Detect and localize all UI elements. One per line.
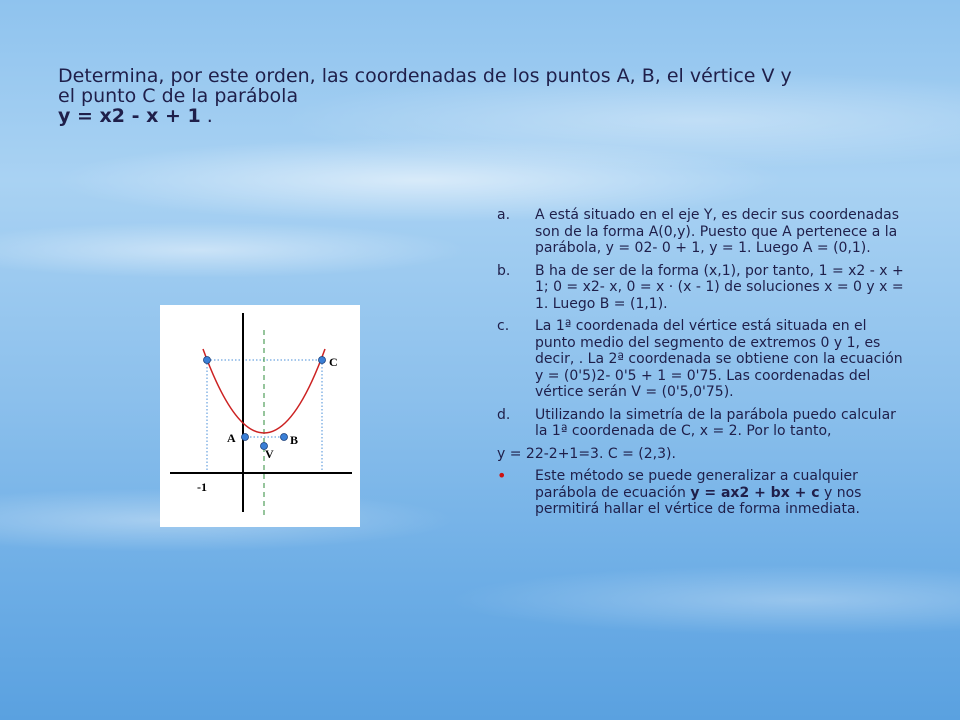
step-a-marker: a. — [497, 207, 511, 223]
step-b — [497, 263, 907, 313]
step-a-text: A está situado en el eje Y, es decir sus coordenadas son de la forma A(0,y). Puesto que A pertenece a la parábola, y = 02- 0 + 1, y = 1. Luego A = (0,1). — [535, 207, 899, 256]
label-minus-one: -1 — [197, 480, 207, 494]
point-B — [281, 434, 288, 441]
title-line-1: Determina, por este orden, las coordenadas de los puntos A, B, el vértice V y — [58, 65, 792, 87]
conclusion-formula: y = ax2 + bx + c — [690, 484, 820, 501]
label-V: V — [265, 447, 274, 461]
conclusion-post: y nos permitirá hallar el vértice de forma inmediata. — [535, 484, 862, 517]
step-d — [497, 407, 907, 440]
result-line: y = 22-2+1=3. C = (2,3). — [497, 445, 676, 462]
step-c-marker: c. — [497, 318, 510, 334]
step-d-text: Utilizando la simetría de la parábola puedo calcular la 1ª coordenada de C, x = 2. Por lo tanto, — [535, 406, 896, 439]
point-A — [242, 434, 249, 441]
parabola-graph-svg — [160, 305, 360, 527]
title-formula: y = x2 - x + 1 — [58, 105, 201, 127]
step-a — [497, 207, 907, 257]
step-d-marker: d. — [497, 406, 511, 423]
conclusion-pre: Este método se puede generalizar a cualquier parábola de ecuación — [535, 468, 858, 501]
point-left-symmetric — [204, 357, 211, 364]
point-C — [319, 357, 326, 364]
slide-title — [58, 66, 918, 126]
title-formula-line — [58, 106, 918, 126]
label-A: A — [227, 431, 236, 445]
step-b-marker: b. — [497, 262, 511, 279]
step-b-text: B ha de ser de la forma (x,1), por tanto, 1 = x2 - x + 1; 0 = x2- x, 0 = x · (x - 1) de soluciones x = 0 y x = 1. Luego B = (1,1). — [535, 262, 904, 312]
conclusion — [497, 468, 907, 518]
bullet-icon: • — [497, 466, 507, 485]
solution-text — [497, 207, 907, 524]
title-line-2: el punto C de la parábola — [58, 85, 299, 107]
title-formula-suffix: . — [200, 105, 213, 127]
step-c — [497, 318, 907, 401]
step-c-text: La 1ª coordenada del vértice está situada en el punto medio del segmento de extremos 0 y 1, es decir, . La 2ª coordenada se obtiene con la ecuación y = (0'5)2- 0'5 + 1 = 0'75. Las coordenadas del vértice serán V = (0'5,0'75). — [535, 318, 903, 400]
parabola-graph — [160, 305, 360, 527]
label-B: B — [290, 433, 299, 447]
label-C: C — [329, 355, 338, 369]
